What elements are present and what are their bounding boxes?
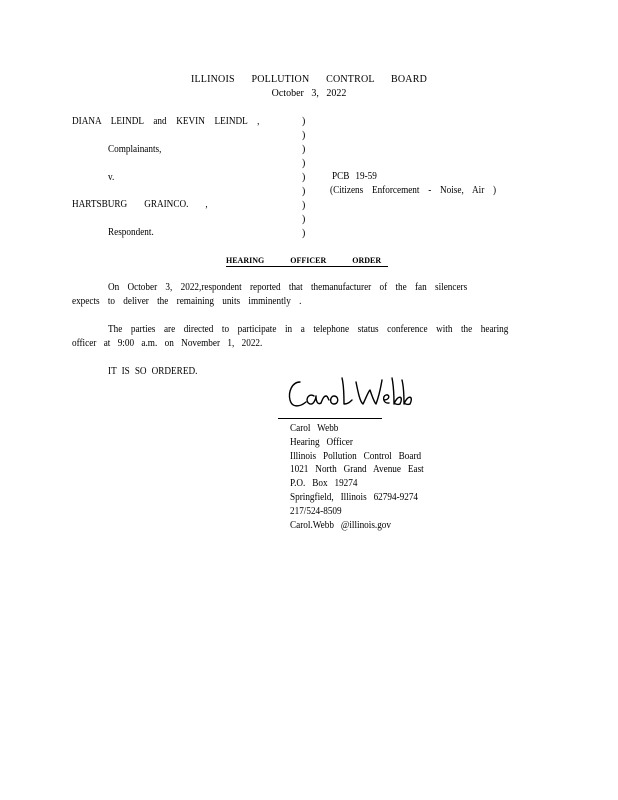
paren: ) xyxy=(302,144,306,155)
order-date: October 3, 2022 xyxy=(271,88,347,99)
paren: ) xyxy=(302,214,306,225)
caption-parens xyxy=(302,115,305,241)
order-title: HEARING OFFICER ORDER xyxy=(226,256,388,267)
respondent-name: HARTSBURG GRAINCO. , xyxy=(72,199,208,210)
case-type: (Citizens Enforcement - Noise, Air ) xyxy=(330,185,497,196)
signer-po-box: P.O. Box 19274 xyxy=(290,478,358,490)
complainants-label: Complainants, xyxy=(108,144,162,155)
signature-line xyxy=(278,418,382,419)
paragraph-2-line-1: The parties are directed to participate in a telephone status conference with the hearing xyxy=(108,324,509,335)
versus-label: v. xyxy=(108,172,115,183)
paren: ) xyxy=(302,158,306,169)
case-number: PCB 19-59 xyxy=(332,171,377,182)
paren: ) xyxy=(302,172,306,183)
signer-title: Hearing Officer xyxy=(290,436,353,448)
board-title: ILLINOIS POLLUTION CONTROL BOARD xyxy=(190,74,428,85)
signer-street: 1021 North Grand Avenue East xyxy=(290,464,424,476)
paren: ) xyxy=(302,116,306,127)
paren: ) xyxy=(302,130,306,141)
signer-phone: 217/524-8509 xyxy=(290,505,342,517)
paren: ) xyxy=(302,186,306,197)
signature-block xyxy=(290,422,424,532)
signer-organization: Illinois Pollution Control Board xyxy=(290,450,422,462)
closing-statement: IT IS SO ORDERED. xyxy=(108,366,198,377)
complainants-names: DIANA LEINDL and KEVIN LEINDL , xyxy=(72,116,260,127)
paragraph-2-line-2: officer at 9:00 a.m. on November 1, 2022. xyxy=(72,338,263,349)
signer-email: Carol.Webb @illinois.gov xyxy=(290,519,392,531)
handwritten-signature xyxy=(286,374,416,414)
paragraph-1-line-1: On October 3, 2022,respondent reported that themanufacturer of the fan silencers xyxy=(108,282,468,293)
signer-name: Carol Webb xyxy=(290,423,339,434)
paren: ) xyxy=(302,200,306,211)
paragraph-1-line-2: expects to deliver the remaining units imminently . xyxy=(72,296,302,307)
respondent-label: Respondent. xyxy=(108,227,154,238)
paren: ) xyxy=(302,228,306,239)
signer-city: Springfield, Illinois 62794-9274 xyxy=(290,491,419,503)
